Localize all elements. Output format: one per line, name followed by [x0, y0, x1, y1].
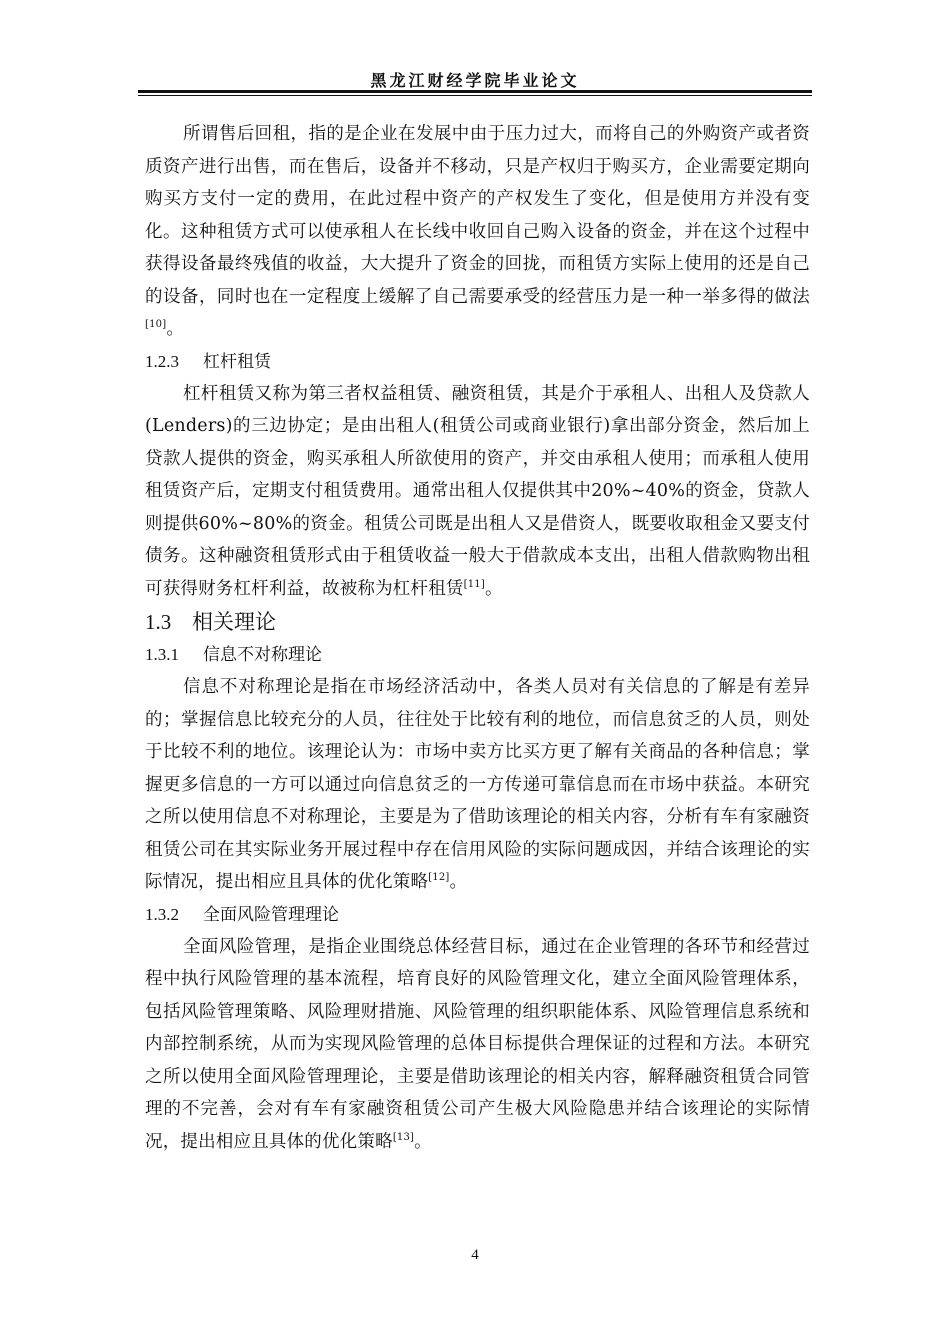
citation-ref: [12] — [428, 872, 450, 883]
paragraph-risk-management — [145, 931, 810, 1159]
section-number: 1.3.1 — [145, 645, 179, 664]
paragraph-text: 全面风险管理，是指企业围绕总体经营目标，通过在企业管理的各环节和经营过程中执行风险管理的基本流程，培育良好的风险管理文化，建立全面风险管理体系，包括风险管理策略、风险理财措施、风险管理的组织职能体系、风险管理信息系统和内部控制系统，从而为实现风险管理的总体目标提供合理保证的过程和方法。本研究之所以使用全面风险管理理论，主要是借助该理论的相关内容，解释融资租赁合同管理的不完善，会对有车有家融资租赁公司产生极大风险隐患并结合该理论的实际情况，提出相应且具体的优化策略 — [145, 936, 810, 1152]
running-header: 黑龙江财经学院毕业论文 — [370, 71, 580, 90]
paragraph-end: 。 — [484, 578, 503, 599]
header-rule-thick — [138, 90, 812, 93]
paragraph-text: 信息不对称理论是指在市场经济活动中，各类人员对有关信息的了解是有差异的；掌握信息比较充分的人员，往往处于比较有利的地位，而信息贫乏的人员，则处于比较不利的地位。该理论认为：市场中卖方比买方更了解有关商品的各种信息；掌握更多信息的一方可以通过向信息贫乏的一方传递可靠信息而在市场中获益。本研究之所以使用信息不对称理论，主要是为了借助该理论的相关内容，分析有车有家融资租赁公司在其实际业务开展过程中存在信用风险的实际问题成因，并结合该理论的实际情况，提出相应且具体的优化策略 — [145, 677, 810, 892]
section-heading-1-2-3 — [145, 346, 810, 378]
section-number: 1.2.3 — [145, 351, 179, 371]
citation-ref: [10] — [145, 319, 167, 330]
citation-ref: [13] — [392, 1131, 415, 1143]
section-heading-1-3-2 — [145, 899, 810, 931]
paragraph-leveraged-lease — [145, 378, 810, 606]
citation-ref: [11] — [463, 578, 485, 590]
paragraph-end: 。 — [166, 319, 185, 339]
section-title: 杠杆租赁 — [203, 351, 271, 372]
paragraph-end: 。 — [449, 872, 468, 892]
section-title: 相关理论 — [192, 610, 276, 634]
section-heading-1-3-1 — [145, 639, 810, 671]
paragraph-information-asymmetry — [145, 671, 810, 899]
section-number: 1.3.2 — [145, 904, 179, 924]
paragraph-text: 杠杆租赁又称为第三者权益租赁、融资租赁，其是介于承租人、出租人及贷款人(Lenders)的三边协定；是由出租人(租赁公司或商业银行)拿出部分资金，然后加上贷款人提供的资金，购买承租人所欲使用的资产，并交由承租人使用；而承租人使用租赁资产后，定期支付租赁费用。通常出租人仅提供其中20%~40%的资金，贷款人则提供60%~80%的资金。租赁公司既是出租人又是借资人，既要收取租金又要支付债务。这种融资租赁形式由于租赁收益一般大于借款成本支出，出租人借款购物出租可获得财务杠杆利益，故被称为杠杆租赁 — [145, 383, 810, 599]
paragraph-text: 所谓售后回租，指的是企业在发展中由于压力过大，而将自己的外购资产或者资质资产进行出售，而在售后，设备并不移动，只是产权归于购买方，企业需要定期向购买方支付一定的费用，在此过程中资产的产权发生了变化，但是使用方并没有变化。这种租赁方式可以使承租人在长线中收回自己购入设备的资金，并在这个过程中获得设备最终残值的收益，大大提升了资金的回拢，而租赁方实际上使用的还是自己的设备，同时也在一定程度上缓解了自己需要承受的经营压力是一种一举多得的做法 — [145, 124, 810, 307]
body-text — [145, 118, 810, 1158]
section-title: 全面风险管理理论 — [203, 904, 339, 925]
section-number: 1.3 — [145, 610, 172, 634]
section-heading-1-3 — [145, 605, 810, 639]
header-rule-thin — [138, 95, 812, 96]
page-number: 4 — [471, 1247, 479, 1263]
section-title: 信息不对称理论 — [203, 645, 322, 665]
paragraph-sale-leaseback — [145, 118, 810, 346]
paragraph-end: 。 — [414, 1131, 432, 1152]
